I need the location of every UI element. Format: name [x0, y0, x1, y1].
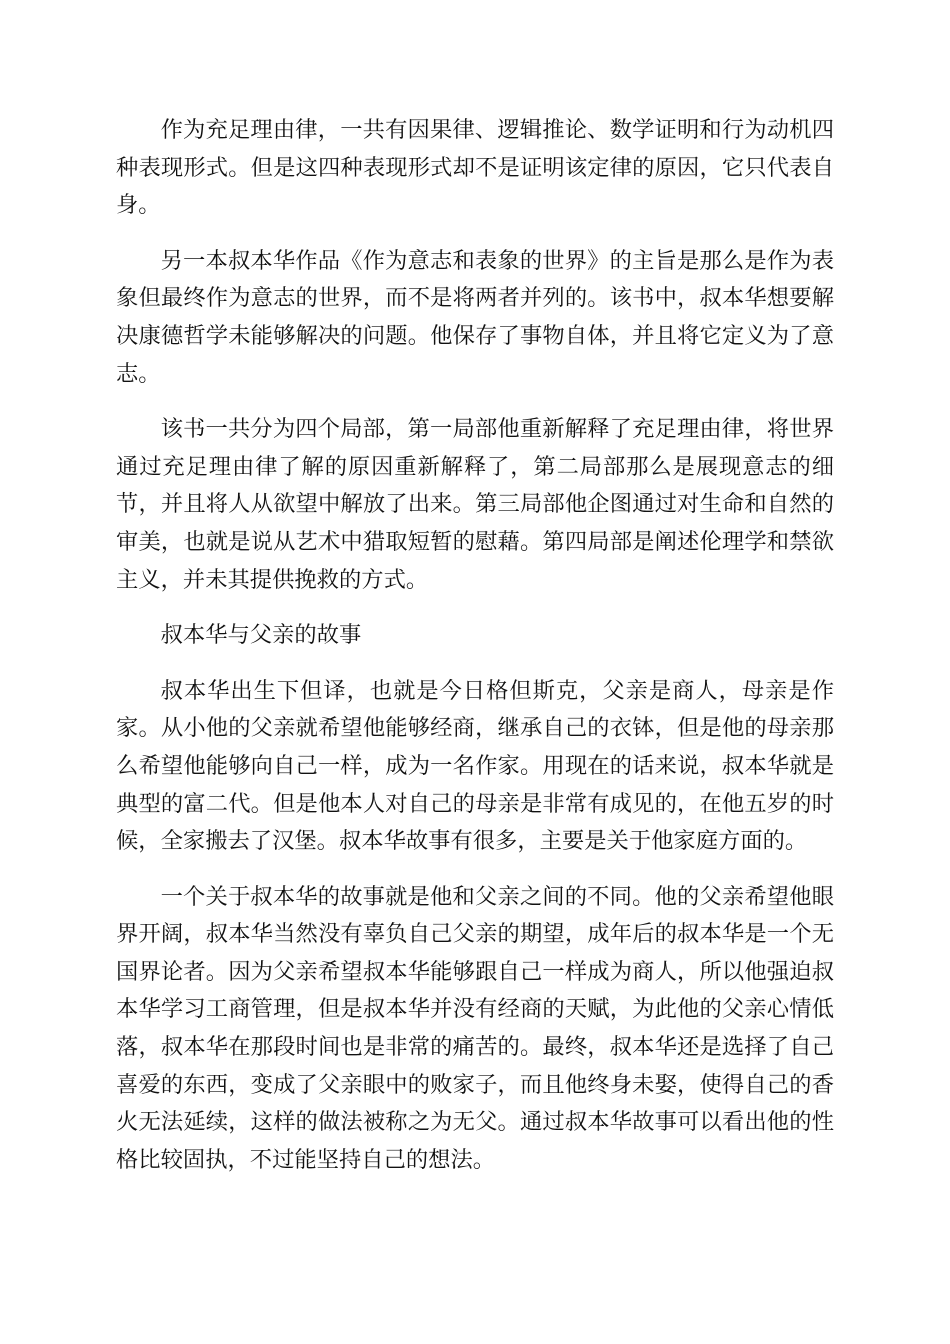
paragraph-father-story: 一个关于叔本华的故事就是他和父亲之间的不同。他的父亲希望他眼界开阔，叔本华当然没有辜负自己父亲的期望，成年后的叔本华是一个无国界论者。因为父亲希望叔本华能够跟自己一样成为商人，所以他强迫叔本华学习工商管理，但是叔本华并没有经商的天赋，为此他的父亲心情低落，叔本华在那段时间也是非常的痛苦的。最终，叔本华还是选择了自己喜爱的东西，变成了父亲眼中的败家子，而且他终身未娶，使得自己的香火无法延续，这样的做法被称之为无父。通过叔本华故事可以看出他的性格比较固执，不过能坚持自己的想法。: [116, 883, 834, 1173]
document-body: [116, 112, 834, 1197]
paragraph-sufficient-reason: 作为充足理由律，一共有因果律、逻辑推论、数学证明和行为动机四种表现形式。但是这四种表现形式却不是证明该定律的原因，它只代表自身。: [116, 117, 834, 219]
paragraph-four-parts: 该书一共分为四个局部，第一局部他重新解释了充足理由律，将世界通过充足理由律了解的原因重新解释了，第二局部那么是展现意志的细节，并且将人从欲望中解放了出来。第三局部他企图通过对生命和自然的审美，也就是说从艺术中猎取短暂的慰藉。第四局部是阐述伦理学和禁欲主义，并未其提供挽救的方式。: [116, 416, 834, 593]
section-heading: 叔本华与父亲的故事: [160, 622, 362, 649]
paragraph-world-as-will: 另一本叔本华作品《作为意志和表象的世界》的主旨是那么是作为表象但最终作为意志的世界，而不是将两者并列的。该书中，叔本华想要解决康德哲学未能够解决的问题。他保存了事物自体，并且将它定义为了意志。: [116, 247, 834, 387]
paragraph-family-background: 叔本华出生下但译，也就是今日格但斯克，父亲是商人，母亲是作家。从小他的父亲就希望他能够经商，继承自己的衣钵，但是他的母亲那么希望他能够向自己一样，成为一名作家。用现在的话来说，叔本华就是典型的富二代。但是他本人对自己的母亲是非常有成见的，在他五岁的时候，全家搬去了汉堡。叔本华故事有很多，主要是关于他家庭方面的。: [116, 677, 834, 855]
